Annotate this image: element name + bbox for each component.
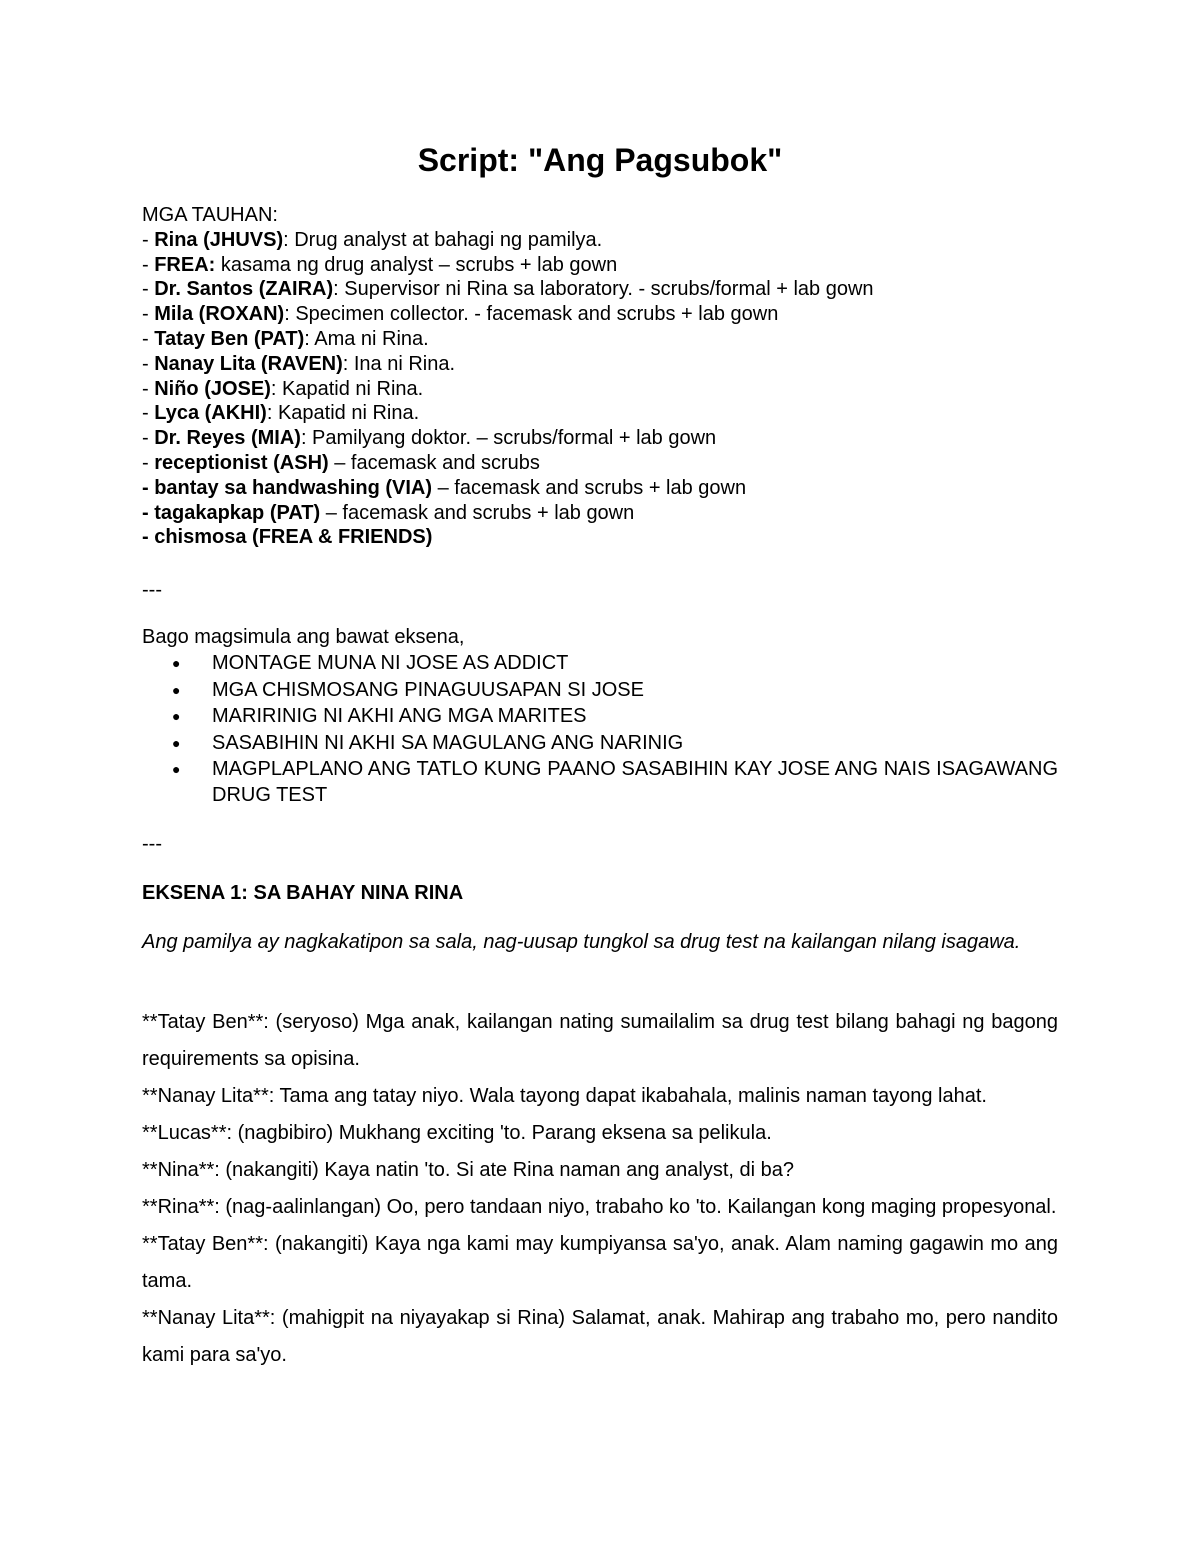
- cast-desc: : Pamilyang doktor. – scrubs/formal + lab gown: [300, 427, 717, 450]
- bullet-icon: ●: [172, 708, 181, 725]
- cast-name: Rina (JHUVS): [154, 228, 284, 251]
- cast-member: [142, 501, 1058, 526]
- cast-name: Nanay Lita (RAVEN): [154, 352, 343, 375]
- cast-desc: : Specimen collector. - facemask and scrubs + lab gown: [284, 303, 779, 326]
- list-item-text: MAGPLAPLANO ANG TATLO KUNG PAANO SASABIHIN KAY JOSE ANG NAIS ISAGAWANG DRUG TEST: [212, 758, 1058, 806]
- dialogue-line: **Rina**: (nag-aalinlangan) Oo, pero tandaan niyo, trabaho ko 'to. Kailangan kong maging propesyonal.: [142, 1196, 1057, 1218]
- dialogue-line: **Nanay Lita**: Tama ang tatay niyo. Wala tayong dapat ikabahala, malinis naman tayong lahat.: [142, 1085, 987, 1107]
- bullet-icon: ●: [172, 681, 181, 698]
- cast-member: [142, 525, 1058, 550]
- stage-direction: Ang pamilya ay nagkakatipon sa sala, nag-uusap tungkol sa drug test na kailangan nilang isagawa.: [142, 931, 1021, 953]
- bullet-icon: ●: [172, 734, 181, 751]
- cast-desc: : Kapatid ni Rina.: [266, 402, 420, 425]
- cast-member: [142, 302, 1058, 327]
- bullet-icon: ●: [172, 655, 181, 671]
- cast-name: Dr. Santos (ZAIRA): [154, 278, 334, 301]
- cast-name: - chismosa (FREA & FRIENDS): [142, 526, 433, 549]
- scene-heading: EKSENA 1: SA BAHAY NINA RINA: [142, 882, 464, 904]
- dialogue-line: **Tatay Ben**: (nakangiti) Kaya nga kami may kumpiyansa sa'yo, anak. Alam naming gagawin mo ang tama.: [142, 1233, 1058, 1292]
- dialogue-line: **Nanay Lita**: (mahigpit na niyayakap si Rina) Salamat, anak. Mahirap ang trabaho mo, pero nandito kami para sa'yo.: [142, 1307, 1058, 1366]
- cast-name: Niño (JOSE): [154, 377, 271, 400]
- cast-prefix: -: [142, 377, 155, 400]
- cast-prefix: -: [142, 228, 155, 251]
- dialogue-block: [142, 1004, 1058, 1374]
- list-item: [142, 651, 1058, 677]
- bullet-icon: ●: [172, 761, 181, 778]
- cast-prefix: -: [142, 253, 155, 276]
- cast-member: [142, 352, 1058, 377]
- cast-member: [142, 426, 1058, 451]
- section-separator: ---: [142, 579, 162, 601]
- intro-text: Bago magsimula ang bawat eksena,: [142, 626, 465, 648]
- cast-prefix: -: [142, 402, 155, 425]
- montage-list: [142, 651, 1058, 809]
- list-item-text: MARIRINIG NI AKHI ANG MGA MARITES: [212, 705, 587, 728]
- cast-member: [142, 253, 1058, 278]
- cast-member: [142, 327, 1058, 352]
- cast-name: Tatay Ben (PAT): [154, 327, 305, 350]
- cast-desc: : Ina ni Rina.: [342, 352, 456, 375]
- cast-prefix: -: [142, 278, 155, 301]
- cast-desc: : Supervisor ni Rina sa laboratory. - scrubs/formal + lab gown: [333, 278, 874, 301]
- cast-heading: MGA TAUHAN:: [142, 204, 278, 226]
- list-item: [142, 704, 1058, 730]
- cast-desc: kasama ng drug analyst – scrubs + lab gown: [215, 253, 618, 276]
- cast-prefix: -: [142, 303, 155, 326]
- cast-prefix: -: [142, 327, 155, 350]
- section-separator: ---: [142, 833, 162, 855]
- cast-desc: – facemask and scrubs + lab gown: [432, 476, 747, 499]
- cast-member: [142, 277, 1058, 302]
- cast-name: FREA:: [154, 253, 216, 276]
- cast-member: [142, 228, 1058, 253]
- list-item-text: MGA CHISMOSANG PINAGUUSAPAN SI JOSE: [212, 678, 644, 701]
- cast-desc: – facemask and scrubs + lab gown: [320, 501, 635, 524]
- cast-member: [142, 476, 1058, 501]
- cast-desc: – facemask and scrubs: [328, 451, 540, 474]
- cast-prefix: -: [142, 352, 155, 375]
- cast-member: [142, 377, 1058, 402]
- dialogue-line: **Lucas**: (nagbibiro) Mukhang exciting 'to. Parang eksena sa pelikula.: [142, 1122, 772, 1144]
- cast-list: [142, 203, 1058, 550]
- cast-name: Dr. Reyes (MIA): [154, 427, 301, 450]
- cast-prefix: -: [142, 451, 155, 474]
- cast-name: - tagakapkap (PAT): [142, 501, 321, 524]
- dialogue-line: **Nina**: (nakangiti) Kaya natin 'to. Si ate Rina naman ang analyst, di ba?: [142, 1159, 794, 1181]
- cast-name: receptionist (ASH): [154, 451, 329, 474]
- list-item-text: MONTAGE MUNA NI JOSE AS ADDICT: [212, 652, 569, 674]
- cast-name: - bantay sa handwashing (VIA): [142, 476, 433, 499]
- cast-member: [142, 401, 1058, 426]
- cast-desc: : Kapatid ni Rina.: [270, 377, 424, 400]
- dialogue-line: **Tatay Ben**: (seryoso) Mga anak, kailangan nating sumailalim sa drug test bilang bahagi ng bagong requirements sa opisina.: [142, 1011, 1058, 1070]
- cast-desc: : Ama ni Rina.: [304, 327, 429, 350]
- cast-name: Mila (ROXAN): [154, 303, 285, 326]
- cast-name: Lyca (AKHI): [154, 402, 267, 425]
- cast-desc: : Drug analyst at bahagi ng pamilya.: [283, 228, 603, 251]
- cast-member: [142, 451, 1058, 476]
- list-item: [142, 731, 1058, 757]
- list-item: [142, 678, 1058, 704]
- cast-prefix: -: [142, 427, 155, 450]
- page-title: Script: "Ang Pagsubok": [417, 142, 783, 178]
- list-item-text: SASABIHIN NI AKHI SA MAGULANG ANG NARINIG: [212, 731, 684, 754]
- list-item: [142, 757, 1058, 808]
